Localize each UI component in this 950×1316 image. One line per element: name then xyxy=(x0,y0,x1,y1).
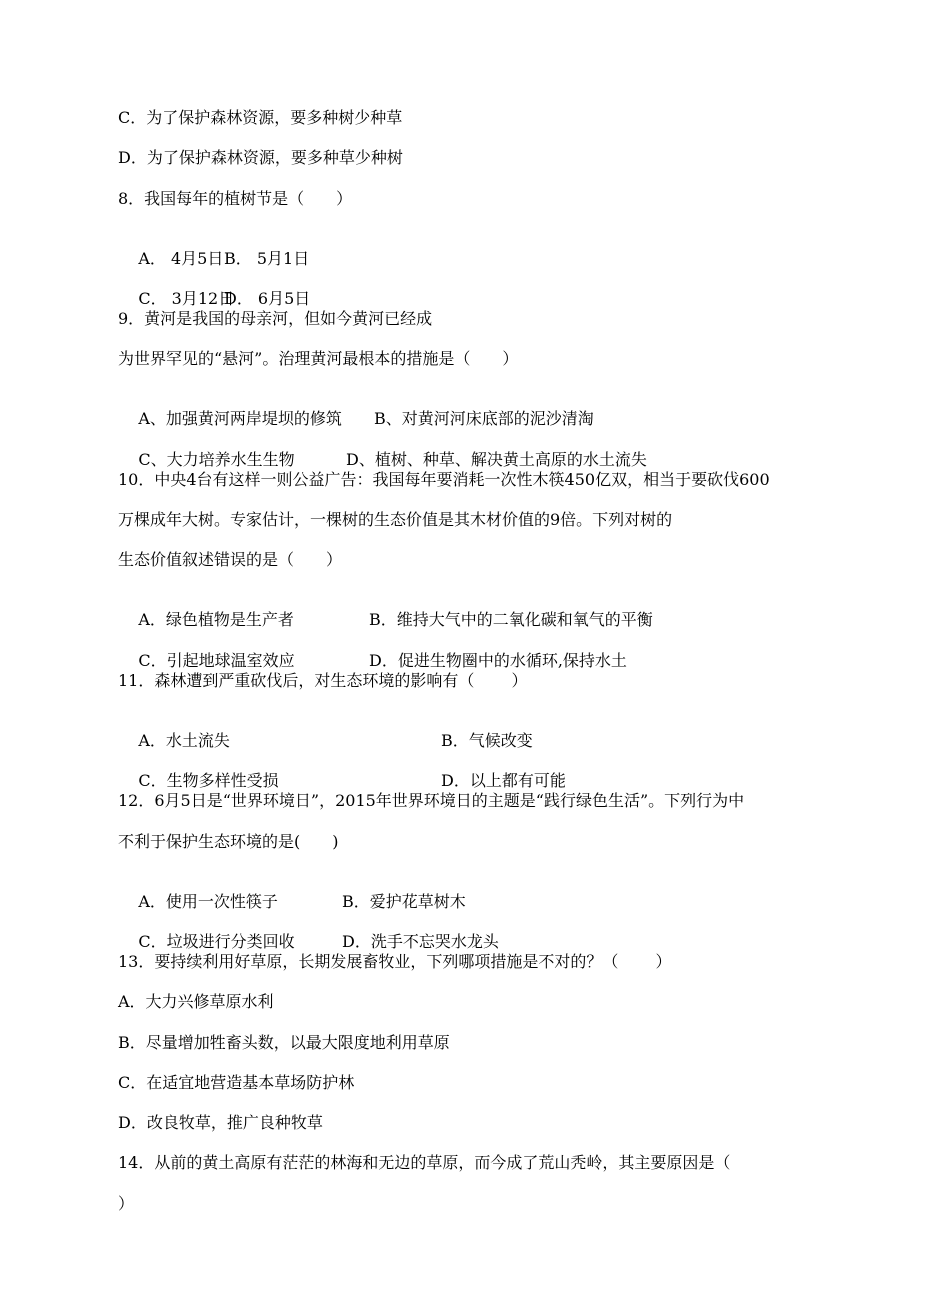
q11-option-b: B．气候改变 xyxy=(441,731,533,750)
q11-stem: 11．森林遭到严重砍伐后，对生态环境的影响有（ ） xyxy=(118,671,528,690)
q8-options-cd xyxy=(118,269,311,308)
q11-options-cd xyxy=(118,751,566,790)
q12-option-d: D．洗手不忘哭水龙头 xyxy=(342,932,499,951)
q9-option-b: B、对黄河河床底部的泥沙清淘 xyxy=(374,409,594,428)
q11-option-c: C．生物多样性受损 xyxy=(138,771,279,790)
q12-option-c: C．垃圾进行分类回收 xyxy=(138,932,295,951)
q9-options-ab xyxy=(118,389,594,428)
q8-option-c: C． 3月12日 xyxy=(138,289,235,308)
q10-option-c: C．引起地球温室效应 xyxy=(138,651,295,670)
q14-stem-line2: ） xyxy=(118,1194,135,1213)
q13-stem: 13．要持续利用好草原，长期发展畜牧业，下列哪项措施是不对的？（ ） xyxy=(118,952,672,971)
q13-option-b: B．尽量增加牲畜头数，以最大限度地利用草原 xyxy=(118,1033,450,1052)
q13-option-d: D．改良牧草，推广良种牧草 xyxy=(118,1113,323,1132)
q7-option-c: C．为了保护森林资源，要多种树少种草 xyxy=(118,108,403,127)
q10-stem-line2: 万棵成年大树。专家估计，一棵树的生态价值是其木材价值的9倍。下列对树的 xyxy=(118,510,673,529)
q10-stem-line3: 生态价值叙述错误的是（ ） xyxy=(118,550,343,569)
q9-stem-line1: 9．黄河是我国的母亲河，但如今黄河已经成 xyxy=(118,309,433,328)
q11-option-a: A．水土流失 xyxy=(138,731,230,750)
q14-stem-line1: 14．从前的黄土高原有茫茫的林海和无边的草原，而今成了荒山秃岭，其主要原因是（ xyxy=(118,1153,731,1172)
q8-option-d: D． 6月5日 xyxy=(224,289,311,308)
q12-stem-line1: 12．6月5日是“世界环境日”，2015年世界环境日的主题是“践行绿色生活”。下列行为中 xyxy=(118,791,745,810)
q10-options-cd xyxy=(118,631,627,670)
q9-options-cd xyxy=(118,430,647,469)
q10-option-d: D．促进生物圈中的水循环,保持水土 xyxy=(369,651,627,670)
q9-option-c: C、大力培养水生生物 xyxy=(138,450,295,469)
q10-options-ab xyxy=(118,590,653,629)
q12-stem-line2: 不利于保护生态环境的是( ) xyxy=(118,832,339,851)
q10-option-a: A．绿色植物是生产者 xyxy=(138,610,294,629)
q11-option-d: D．以上都有可能 xyxy=(441,771,566,790)
q8-stem: 8．我国每年的植树节是（ ） xyxy=(118,189,353,208)
q12-options-ab xyxy=(118,872,466,911)
q7-option-d: D．为了保护森林资源，要多种草少种树 xyxy=(118,148,403,167)
q12-option-b: B．爱护花草树木 xyxy=(342,892,466,911)
q8-options-ab xyxy=(118,229,310,268)
q13-option-a: A．大力兴修草原水利 xyxy=(118,992,274,1011)
q9-option-d: D、植树、种草、解决黄土高原的水土流失 xyxy=(346,450,647,469)
q11-options-ab xyxy=(118,711,533,750)
q8-option-b: B． 5月1日 xyxy=(224,249,310,268)
q12-option-a: A．使用一次性筷子 xyxy=(138,892,278,911)
q9-option-a: A、加强黄河两岸堤坝的修筑 xyxy=(138,409,342,428)
q10-stem-line1: 10．中央4台有这样一则公益广告：我国每年要消耗一次性木筷450亿双，相当于要砍伐600 xyxy=(118,470,770,489)
q12-options-cd xyxy=(118,912,499,951)
q13-option-c: C．在适宜地营造基本草场防护林 xyxy=(118,1073,355,1092)
q9-stem-line2: 为世界罕见的“悬河”。治理黄河最根本的措施是（ ） xyxy=(118,349,519,368)
q10-option-b: B．维持大气中的二氧化碳和氧气的平衡 xyxy=(369,610,653,629)
q8-option-a: A． 4月5日 xyxy=(138,249,224,268)
